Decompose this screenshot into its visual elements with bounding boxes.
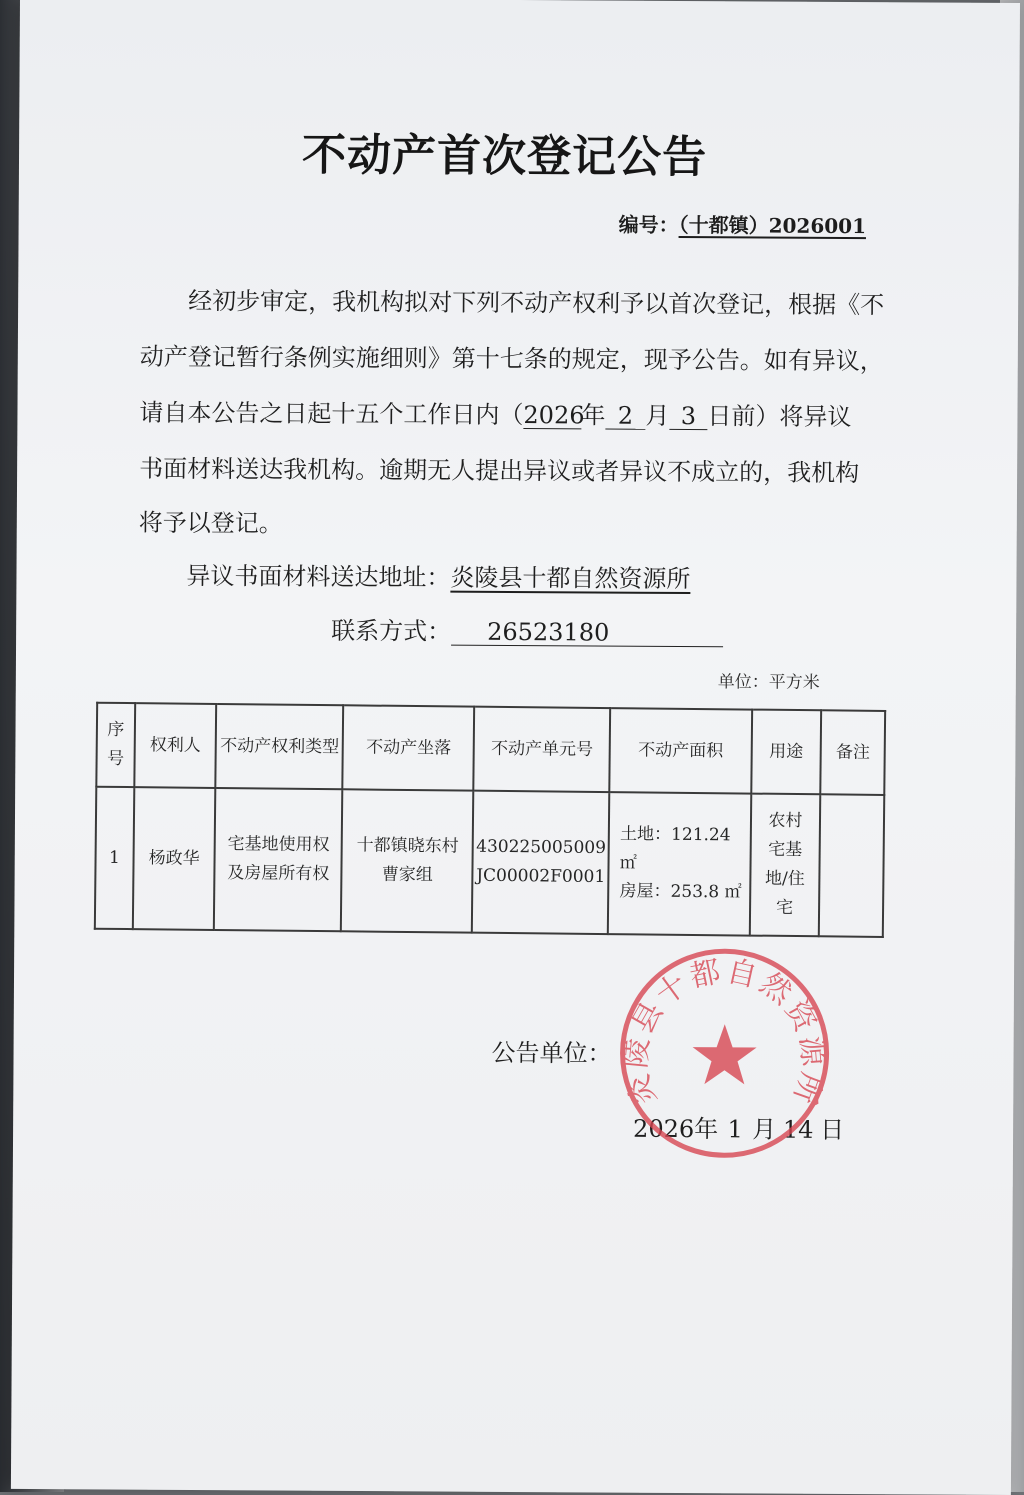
right-type-line-1: 宅基地使用权	[227, 834, 330, 856]
seal-icon	[617, 946, 832, 1161]
header-unit-no: 不动产单元号	[474, 707, 611, 792]
header-area: 不动产面积	[610, 708, 752, 793]
month-unit: 月	[645, 401, 670, 430]
serial-label: 编号：	[618, 212, 679, 237]
serial-number	[619, 209, 867, 240]
publish-year: 2026	[633, 1114, 695, 1144]
publish-day-unit: 日	[820, 1115, 845, 1145]
body-line-3-suffix: 日前）将异议	[707, 402, 852, 432]
objection-deadline-month: 2	[605, 403, 645, 431]
address-value: 炎陵县十都自然资源所	[450, 563, 691, 594]
body-line-2: 动产登记暂行条例实施细则》第十七条的规定，现予公告。如有异议，	[139, 342, 884, 376]
unit-note: 单位：平方米	[717, 672, 820, 693]
cell-unit-no	[472, 791, 609, 934]
usage-line-4: 宅	[775, 897, 794, 918]
body-line-4: 书面材料送达我机构。逾期无人提出异议或者异议不成立的，我机构	[139, 454, 860, 488]
publisher-label: 公告单位：	[491, 1038, 612, 1068]
contact-info	[331, 611, 723, 648]
cell-remark	[819, 794, 884, 937]
table-header-row	[96, 703, 885, 795]
usage-line-2: 宅基	[768, 839, 803, 861]
area-house: 房屋：253.8 ㎡	[619, 881, 742, 903]
notice-body	[138, 281, 885, 538]
area-land: 土地：121.24 ㎡	[619, 823, 731, 873]
contact-label: 联系方式：	[331, 616, 452, 646]
cell-no: 1	[95, 787, 134, 929]
header-no: 序号	[96, 703, 135, 787]
header-right-type: 不动产权利类型	[216, 704, 344, 789]
document-paper	[11, 0, 1020, 1495]
header-location: 不动产坐落	[343, 705, 475, 790]
cell-right-type	[214, 788, 343, 931]
table-row	[95, 787, 884, 937]
body-line-1: 经初步审定，我机构拟对下列不动产权利予以首次登记，根据《不	[188, 286, 885, 320]
usage-line-3: 地/住	[764, 868, 805, 890]
seal-text: 炎陵县十都自然资源所	[618, 953, 831, 1111]
cell-holder: 杨政华	[133, 787, 216, 930]
objection-deadline-day: 3	[669, 403, 707, 431]
location-line-1: 十都镇晓东村	[356, 835, 459, 857]
header-remark: 备注	[821, 710, 886, 795]
body-line-3-prefix: 请自本公告之日起十五个工作日内（	[139, 398, 524, 430]
right-type-line-2: 及房屋所有权	[227, 863, 330, 885]
address-label: 异议书面材料送达地址：	[186, 561, 451, 592]
body-line-3	[139, 393, 851, 432]
serial-value: （十都镇）2026001	[678, 212, 867, 239]
header-holder: 权利人	[134, 703, 216, 788]
location-line-2: 曹家组	[381, 864, 433, 886]
unit-no-line-1: 430225005009	[476, 836, 607, 859]
publish-day: 14	[782, 1115, 814, 1144]
document-title: 不动产首次登记公告	[301, 129, 708, 184]
year-unit: 年	[581, 401, 606, 430]
header-usage: 用途	[751, 710, 822, 795]
cell-location	[341, 789, 474, 932]
publish-month: 1	[727, 1115, 743, 1144]
body-line-5: 将予以登记。	[138, 508, 283, 538]
objection-deadline-year: 2026	[523, 401, 585, 430]
publish-month-unit: 月	[752, 1115, 777, 1144]
contact-value: 26523180	[451, 619, 723, 648]
objection-address	[186, 556, 690, 594]
cell-area	[608, 792, 751, 935]
registration-table	[94, 702, 886, 938]
official-seal	[617, 946, 832, 1161]
publish-year-unit: 年	[694, 1115, 719, 1144]
unit-no-line-2: JC00002F0001	[476, 865, 606, 888]
cell-usage	[749, 794, 820, 937]
usage-line-1: 农村	[768, 810, 803, 832]
